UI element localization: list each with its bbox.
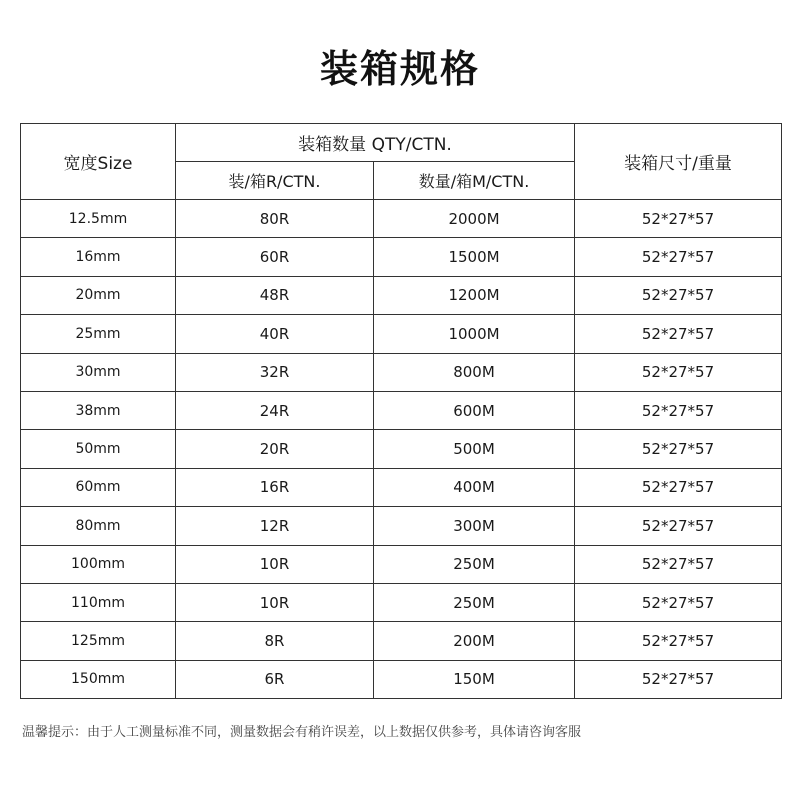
cell-carton: 52*27*57 [575, 622, 782, 660]
cell-meters: 800M [374, 353, 575, 391]
cell-size: 12.5mm [21, 200, 176, 238]
cell-rolls: 12R [176, 507, 374, 545]
disclaimer-note: 温馨提示：由于人工测量标准不同，测量数据会有稍许误差，以上数据仅供参考，具体请咨询客服 [22, 725, 582, 740]
cell-rolls: 8R [176, 622, 374, 660]
cell-carton: 52*27*57 [575, 545, 782, 583]
cell-meters: 1500M [374, 238, 575, 276]
cell-meters: 250M [374, 583, 575, 621]
cell-size: 125mm [21, 622, 176, 660]
cell-meters: 200M [374, 622, 575, 660]
cell-size: 38mm [21, 391, 176, 429]
cell-meters: 300M [374, 507, 575, 545]
cell-carton: 52*27*57 [575, 430, 782, 468]
cell-rolls: 32R [176, 353, 374, 391]
cell-size: 16mm [21, 238, 176, 276]
table-row [21, 276, 782, 314]
cell-carton: 52*27*57 [575, 583, 782, 621]
table-row [21, 507, 782, 545]
header-qty-group: 装箱数量 QTY/CTN. [176, 124, 575, 162]
header-rolls-per-ctn: 装/箱R/CTN. [176, 162, 374, 200]
cell-carton: 52*27*57 [575, 200, 782, 238]
cell-size: 20mm [21, 276, 176, 314]
cell-rolls: 60R [176, 238, 374, 276]
cell-rolls: 20R [176, 430, 374, 468]
cell-size: 30mm [21, 353, 176, 391]
page-title: 装箱规格 [319, 47, 480, 91]
table-row [21, 353, 782, 391]
cell-carton: 52*27*57 [575, 660, 782, 698]
cell-carton: 52*27*57 [575, 391, 782, 429]
cell-meters: 250M [374, 545, 575, 583]
table-row [21, 622, 782, 660]
table-row [21, 660, 782, 698]
cell-rolls: 6R [176, 660, 374, 698]
table-row [21, 238, 782, 276]
cell-rolls: 10R [176, 583, 374, 621]
cell-size: 50mm [21, 430, 176, 468]
cell-meters: 1000M [374, 315, 575, 353]
cell-meters: 2000M [374, 200, 575, 238]
header-meters-per-ctn: 数量/箱M/CTN. [374, 162, 575, 200]
cell-meters: 400M [374, 468, 575, 506]
table-row [21, 468, 782, 506]
table-body [21, 200, 782, 699]
table-header-row [21, 124, 782, 162]
cell-carton: 52*27*57 [575, 315, 782, 353]
cell-rolls: 16R [176, 468, 374, 506]
table-row [21, 315, 782, 353]
table-row [21, 583, 782, 621]
cell-size: 80mm [21, 507, 176, 545]
cell-carton: 52*27*57 [575, 507, 782, 545]
cell-meters: 500M [374, 430, 575, 468]
cell-rolls: 10R [176, 545, 374, 583]
cell-rolls: 24R [176, 391, 374, 429]
table-row [21, 391, 782, 429]
header-carton: 装箱尺寸/重量 [575, 124, 782, 200]
table-row [21, 545, 782, 583]
cell-rolls: 80R [176, 200, 374, 238]
cell-size: 100mm [21, 545, 176, 583]
cell-carton: 52*27*57 [575, 276, 782, 314]
cell-rolls: 48R [176, 276, 374, 314]
cell-size: 110mm [21, 583, 176, 621]
packing-spec-table [20, 123, 782, 699]
cell-size: 150mm [21, 660, 176, 698]
cell-carton: 52*27*57 [575, 468, 782, 506]
cell-meters: 600M [374, 391, 575, 429]
cell-carton: 52*27*57 [575, 238, 782, 276]
cell-size: 25mm [21, 315, 176, 353]
cell-rolls: 40R [176, 315, 374, 353]
cell-size: 60mm [21, 468, 176, 506]
table-row [21, 430, 782, 468]
table-row [21, 200, 782, 238]
cell-carton: 52*27*57 [575, 353, 782, 391]
header-width: 宽度Size [21, 124, 176, 200]
cell-meters: 150M [374, 660, 575, 698]
cell-meters: 1200M [374, 276, 575, 314]
